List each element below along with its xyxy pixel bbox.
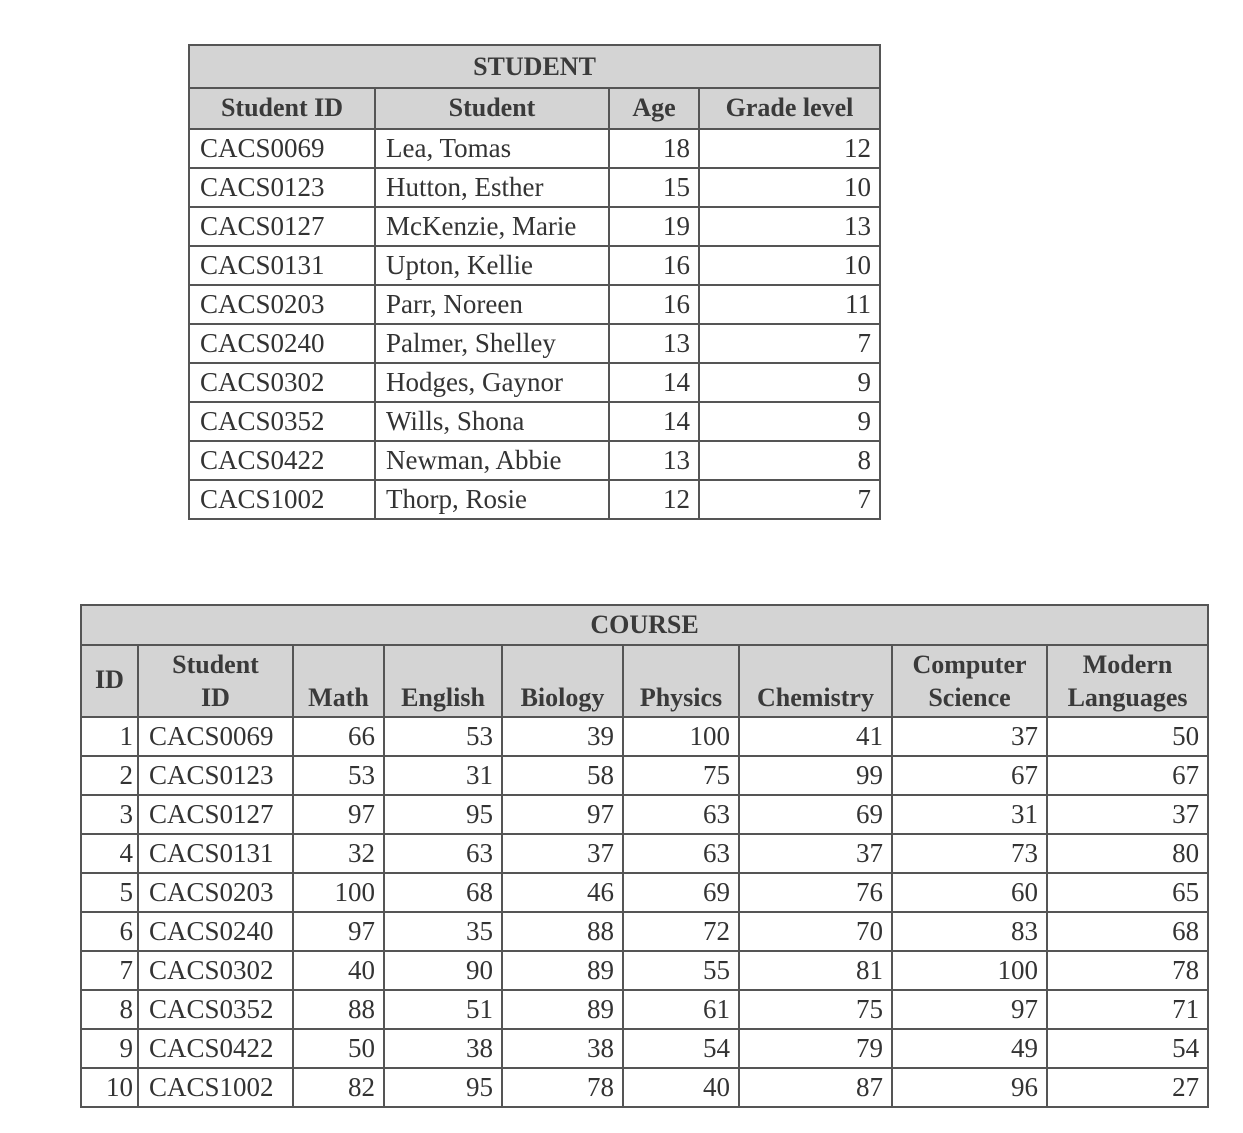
english-score-cell: 38: [384, 1029, 502, 1068]
age-cell: 16: [609, 285, 699, 324]
physics-score-cell: 61: [623, 990, 739, 1029]
student-id-cell: CACS0123: [189, 168, 375, 207]
course-table-row: [81, 912, 1208, 951]
grade-level-cell: 12: [699, 129, 880, 168]
grade-level-cell: 7: [699, 480, 880, 519]
biology-score-cell: 37: [502, 834, 623, 873]
student-id-cell: CACS0127: [189, 207, 375, 246]
computer-science-score-cell: 96: [892, 1068, 1047, 1107]
row-id-cell: 2: [81, 756, 138, 795]
student-id-cell: CACS0422: [138, 1029, 293, 1068]
modern-languages-score-cell: 67: [1047, 756, 1208, 795]
row-id-cell: 5: [81, 873, 138, 912]
student-id-cell: CACS0302: [189, 363, 375, 402]
column-header-modern-languages-line: Languages: [1067, 682, 1188, 712]
column-header-computer-science: [892, 645, 1047, 717]
grade-level-cell: 10: [699, 246, 880, 285]
student-table-header-row: [189, 88, 880, 129]
course-table-row: [81, 990, 1208, 1029]
math-score-cell: 100: [293, 873, 384, 912]
physics-score-cell: 75: [623, 756, 739, 795]
modern-languages-score-cell: 54: [1047, 1029, 1208, 1068]
computer-science-score-cell: 73: [892, 834, 1047, 873]
student-table-row: [189, 402, 880, 441]
modern-languages-score-cell: 71: [1047, 990, 1208, 1029]
student-table-row: [189, 129, 880, 168]
computer-science-score-cell: 83: [892, 912, 1047, 951]
computer-science-score-cell: 37: [892, 717, 1047, 756]
course-table-row: [81, 951, 1208, 990]
english-score-cell: 53: [384, 717, 502, 756]
biology-score-cell: 46: [502, 873, 623, 912]
grade-level-cell: 10: [699, 168, 880, 207]
physics-score-cell: 63: [623, 795, 739, 834]
column-header-id: [81, 645, 138, 717]
column-header-id-line: ID: [95, 664, 124, 694]
course-table-title: COURSE: [81, 605, 1208, 645]
student-id-cell: CACS1002: [138, 1068, 293, 1107]
column-header-student-id-line: Student: [172, 650, 259, 679]
computer-science-score-cell: 100: [892, 951, 1047, 990]
row-id-cell: 3: [81, 795, 138, 834]
student-name-cell: Thorp, Rosie: [375, 480, 609, 519]
biology-score-cell: 97: [502, 795, 623, 834]
age-cell: 12: [609, 480, 699, 519]
row-id-cell: 6: [81, 912, 138, 951]
grade-level-cell: 11: [699, 285, 880, 324]
student-id-cell: CACS1002: [189, 480, 375, 519]
course-table-row: [81, 1029, 1208, 1068]
course-table-row: [81, 834, 1208, 873]
math-score-cell: 53: [293, 756, 384, 795]
modern-languages-score-cell: 27: [1047, 1068, 1208, 1107]
age-cell: 13: [609, 441, 699, 480]
column-header-biology: [502, 645, 623, 717]
column-header-student-id: [138, 645, 293, 717]
column-header-grade-level: Grade level: [699, 88, 880, 129]
student-table-row: [189, 207, 880, 246]
english-score-cell: 63: [384, 834, 502, 873]
biology-score-cell: 39: [502, 717, 623, 756]
math-score-cell: 66: [293, 717, 384, 756]
math-score-cell: 82: [293, 1068, 384, 1107]
modern-languages-score-cell: 68: [1047, 912, 1208, 951]
column-header-physics-line: Physics: [639, 682, 723, 712]
math-score-cell: 97: [293, 912, 384, 951]
course-table-row: [81, 873, 1208, 912]
student-table-row: [189, 324, 880, 363]
chemistry-score-cell: 79: [739, 1029, 892, 1068]
chemistry-score-cell: 87: [739, 1068, 892, 1107]
row-id-cell: 10: [81, 1068, 138, 1107]
student-id-cell: CACS0352: [138, 990, 293, 1029]
student-name-cell: Hutton, Esther: [375, 168, 609, 207]
student-name-cell: Hodges, Gaynor: [375, 363, 609, 402]
computer-science-score-cell: 67: [892, 756, 1047, 795]
computer-science-score-cell: 97: [892, 990, 1047, 1029]
computer-science-score-cell: 31: [892, 795, 1047, 834]
column-header-modern-languages: [1047, 645, 1208, 717]
course-table-row: [81, 717, 1208, 756]
course-table-row: [81, 795, 1208, 834]
chemistry-score-cell: 69: [739, 795, 892, 834]
student-id-cell: CACS0352: [189, 402, 375, 441]
english-score-cell: 68: [384, 873, 502, 912]
column-header-age: Age: [609, 88, 699, 129]
computer-science-score-cell: 60: [892, 873, 1047, 912]
column-header-student-id: Student ID: [189, 88, 375, 129]
modern-languages-score-cell: 65: [1047, 873, 1208, 912]
student-table-title: STUDENT: [189, 45, 880, 88]
student-table-row: [189, 441, 880, 480]
grade-level-cell: 13: [699, 207, 880, 246]
grade-level-cell: 9: [699, 363, 880, 402]
student-id-cell: CACS0203: [189, 285, 375, 324]
physics-score-cell: 69: [623, 873, 739, 912]
column-header-math-line: Math: [308, 682, 369, 712]
age-cell: 16: [609, 246, 699, 285]
biology-score-cell: 58: [502, 756, 623, 795]
student-id-cell: CACS0422: [189, 441, 375, 480]
modern-languages-score-cell: 80: [1047, 834, 1208, 873]
row-id-cell: 9: [81, 1029, 138, 1068]
chemistry-score-cell: 37: [739, 834, 892, 873]
course-table-row: [81, 1068, 1208, 1107]
student-name-cell: Newman, Abbie: [375, 441, 609, 480]
course-table: [80, 604, 1209, 1108]
column-header-biology-line: Biology: [520, 682, 605, 712]
english-score-cell: 95: [384, 795, 502, 834]
student-table-row: [189, 480, 880, 519]
age-cell: 15: [609, 168, 699, 207]
english-score-cell: 35: [384, 912, 502, 951]
biology-score-cell: 38: [502, 1029, 623, 1068]
physics-score-cell: 72: [623, 912, 739, 951]
physics-score-cell: 54: [623, 1029, 739, 1068]
physics-score-cell: 55: [623, 951, 739, 990]
student-name-cell: Wills, Shona: [375, 402, 609, 441]
column-header-english-line: English: [401, 682, 485, 712]
computer-science-score-cell: 49: [892, 1029, 1047, 1068]
student-name-cell: McKenzie, Marie: [375, 207, 609, 246]
chemistry-score-cell: 99: [739, 756, 892, 795]
row-id-cell: 8: [81, 990, 138, 1029]
grade-level-cell: 9: [699, 402, 880, 441]
column-header-student-id-line: ID: [201, 682, 230, 712]
student-table-row: [189, 363, 880, 402]
column-header-computer-science-line: Science: [928, 682, 1011, 712]
student-id-cell: CACS0240: [189, 324, 375, 363]
student-table-row: [189, 285, 880, 324]
biology-score-cell: 89: [502, 951, 623, 990]
student-name-cell: Upton, Kellie: [375, 246, 609, 285]
biology-score-cell: 89: [502, 990, 623, 1029]
student-name-cell: Parr, Noreen: [375, 285, 609, 324]
physics-score-cell: 100: [623, 717, 739, 756]
math-score-cell: 88: [293, 990, 384, 1029]
student-id-cell: CACS0069: [138, 717, 293, 756]
student-id-cell: CACS0131: [189, 246, 375, 285]
math-score-cell: 40: [293, 951, 384, 990]
grade-level-cell: 8: [699, 441, 880, 480]
student-id-cell: CACS0240: [138, 912, 293, 951]
english-score-cell: 31: [384, 756, 502, 795]
course-table-header-row: [81, 645, 1208, 717]
student-table-row: [189, 246, 880, 285]
chemistry-score-cell: 76: [739, 873, 892, 912]
english-score-cell: 95: [384, 1068, 502, 1107]
column-header-physics: [623, 645, 739, 717]
column-header-computer-science-line: Computer: [912, 650, 1027, 679]
modern-languages-score-cell: 50: [1047, 717, 1208, 756]
student-id-cell: CACS0203: [138, 873, 293, 912]
english-score-cell: 51: [384, 990, 502, 1029]
column-header-math: [293, 645, 384, 717]
math-score-cell: 32: [293, 834, 384, 873]
modern-languages-score-cell: 78: [1047, 951, 1208, 990]
student-name-cell: Lea, Tomas: [375, 129, 609, 168]
row-id-cell: 1: [81, 717, 138, 756]
biology-score-cell: 88: [502, 912, 623, 951]
age-cell: 14: [609, 402, 699, 441]
chemistry-score-cell: 75: [739, 990, 892, 1029]
student-table-row: [189, 168, 880, 207]
chemistry-score-cell: 41: [739, 717, 892, 756]
age-cell: 14: [609, 363, 699, 402]
english-score-cell: 90: [384, 951, 502, 990]
math-score-cell: 97: [293, 795, 384, 834]
modern-languages-score-cell: 37: [1047, 795, 1208, 834]
grade-level-cell: 7: [699, 324, 880, 363]
age-cell: 18: [609, 129, 699, 168]
chemistry-score-cell: 81: [739, 951, 892, 990]
column-header-english: [384, 645, 502, 717]
physics-score-cell: 40: [623, 1068, 739, 1107]
column-header-modern-languages-line: Modern: [1082, 650, 1173, 679]
biology-score-cell: 78: [502, 1068, 623, 1107]
student-table: [188, 44, 881, 520]
student-id-cell: CACS0123: [138, 756, 293, 795]
column-header-student: Student: [375, 88, 609, 129]
math-score-cell: 50: [293, 1029, 384, 1068]
student-id-cell: CACS0302: [138, 951, 293, 990]
physics-score-cell: 63: [623, 834, 739, 873]
column-header-chemistry: [739, 645, 892, 717]
course-table-body: [81, 717, 1208, 1107]
course-table-title-row: [81, 605, 1208, 645]
student-name-cell: Palmer, Shelley: [375, 324, 609, 363]
row-id-cell: 4: [81, 834, 138, 873]
age-cell: 13: [609, 324, 699, 363]
student-table-body: [189, 129, 880, 519]
student-id-cell: CACS0069: [189, 129, 375, 168]
column-header-chemistry-line: Chemistry: [757, 682, 874, 712]
student-table-title-row: [189, 45, 880, 88]
student-id-cell: CACS0131: [138, 834, 293, 873]
student-id-cell: CACS0127: [138, 795, 293, 834]
course-table-row: [81, 756, 1208, 795]
chemistry-score-cell: 70: [739, 912, 892, 951]
row-id-cell: 7: [81, 951, 138, 990]
age-cell: 19: [609, 207, 699, 246]
